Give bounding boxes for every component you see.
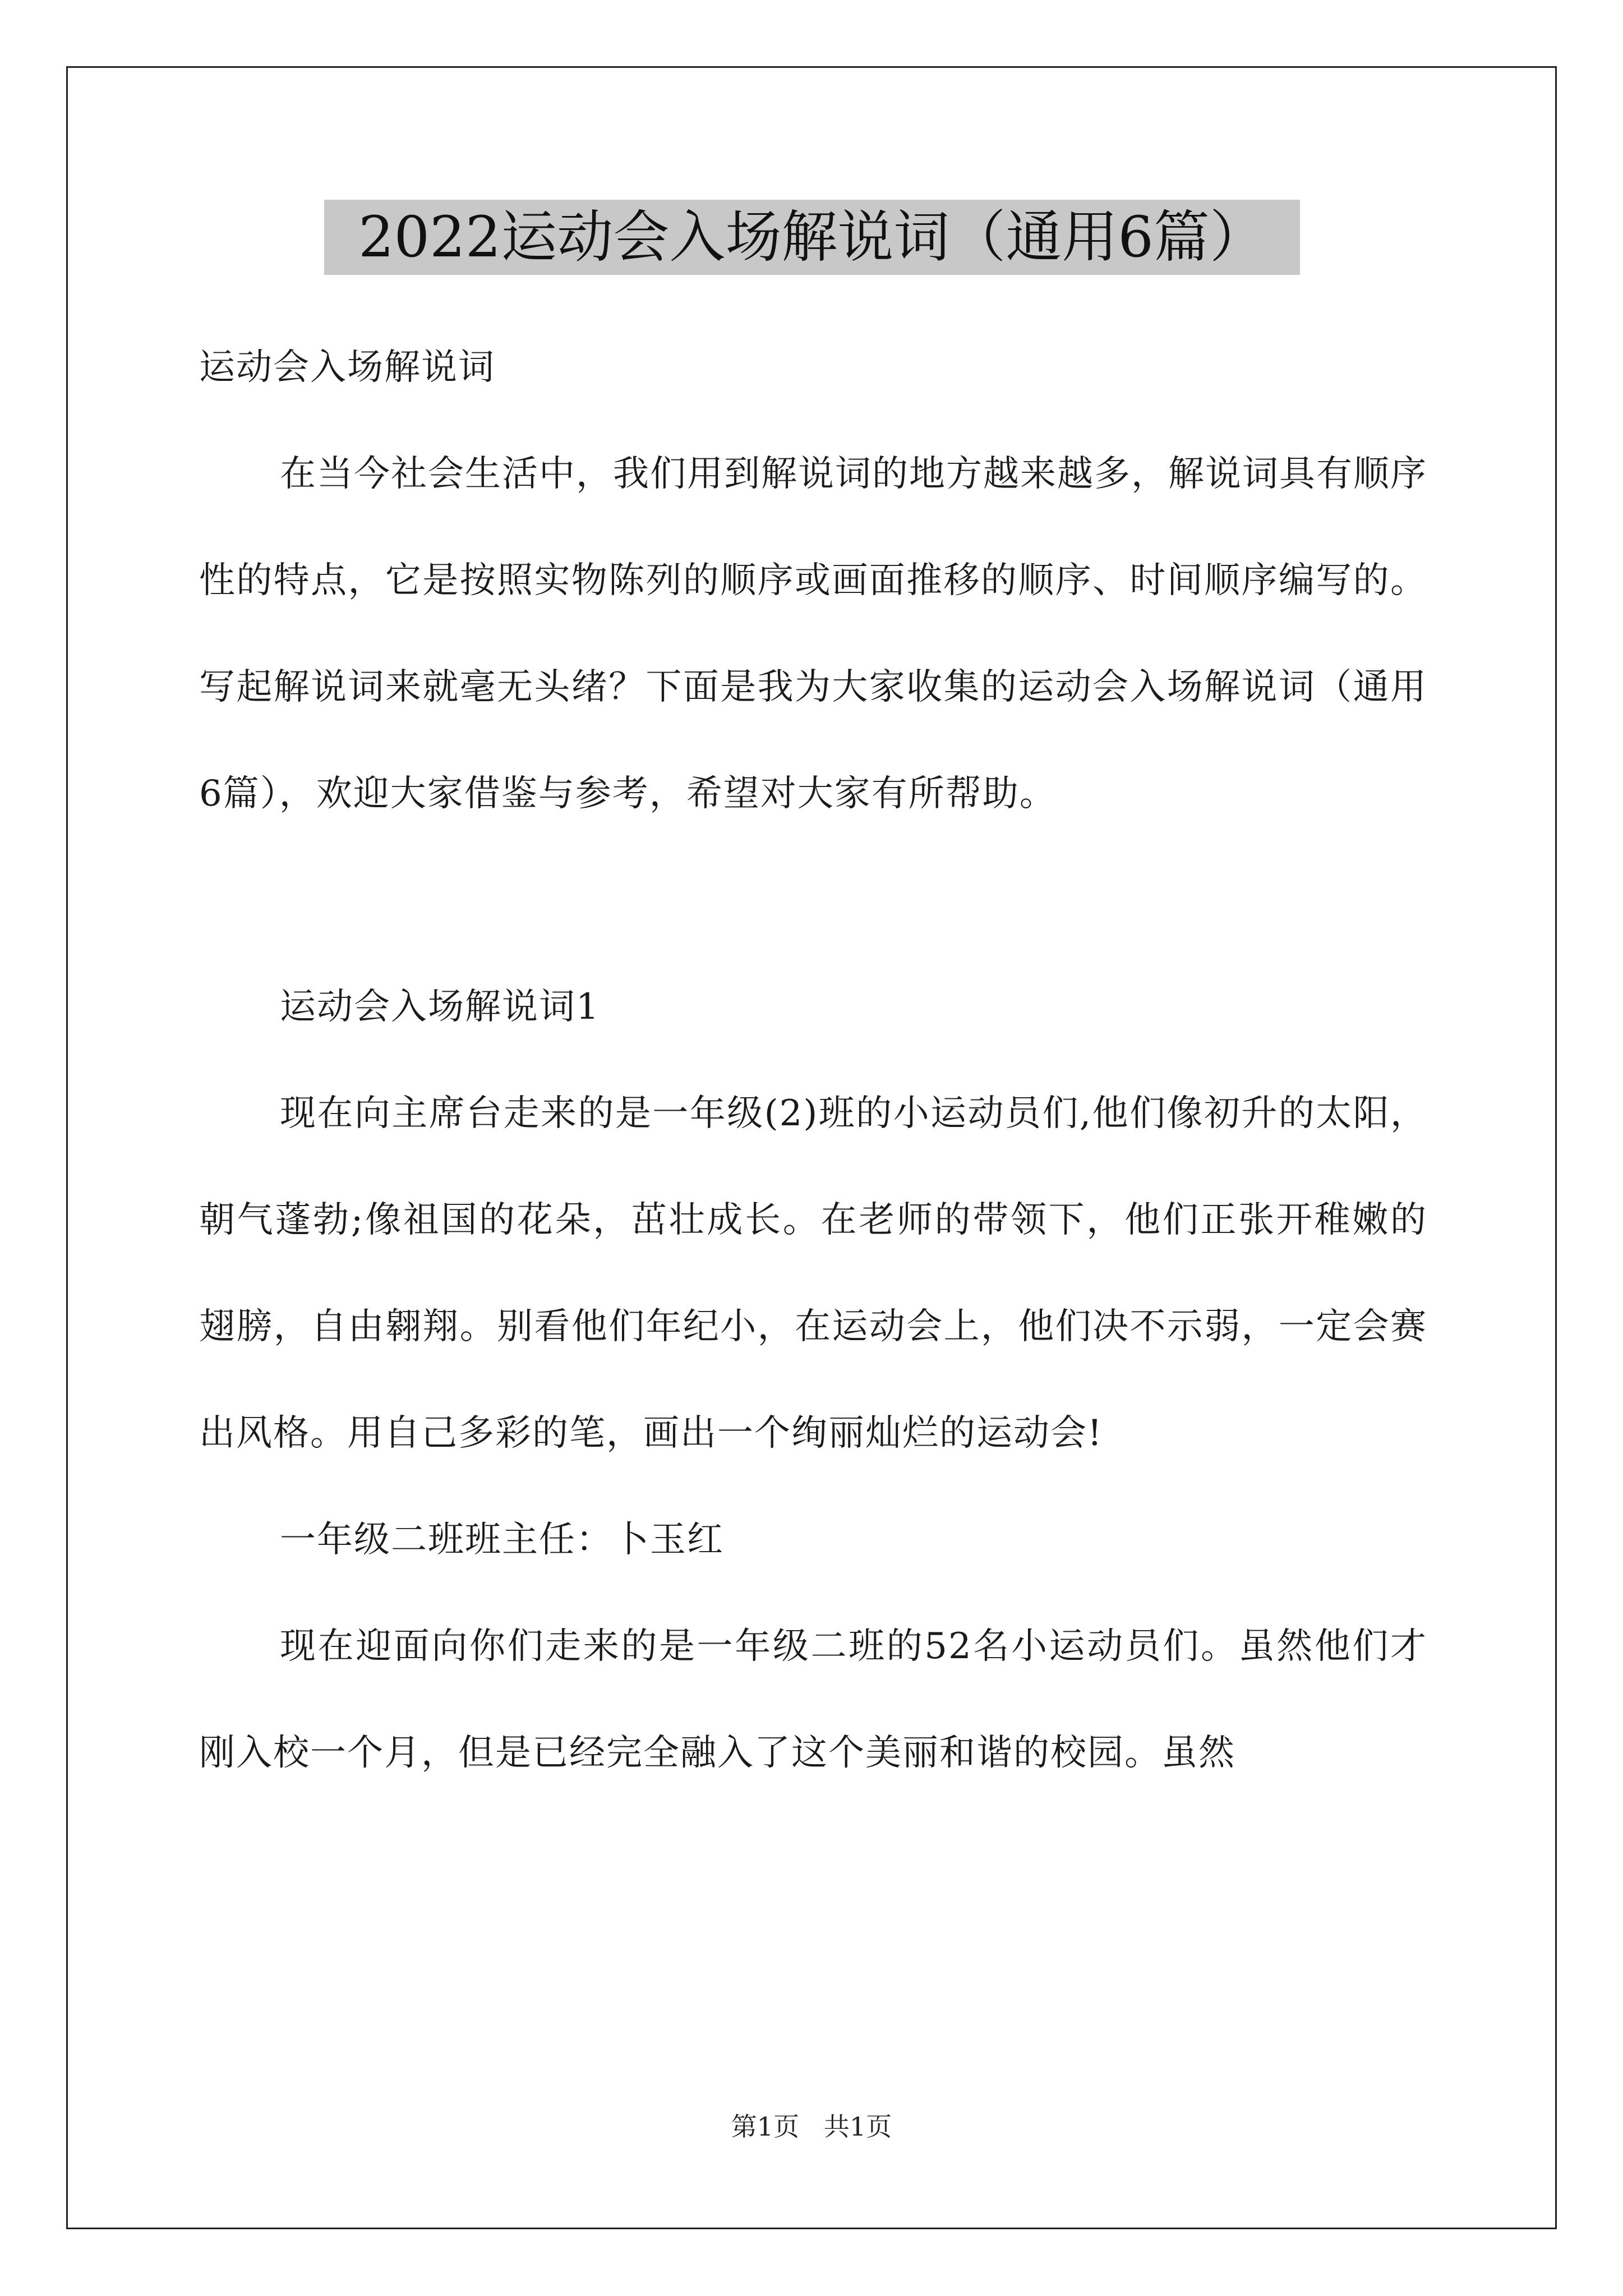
intro-paragraph: 在当今社会生活中，我们用到解说词的地方越来越多，解说词具有顺序性的特点，它是按照实物陈列的顺序或画面推移的顺序、时间顺序编写的。写起解说词来就毫无头绪？下面是我为大家收集的运动会入场解说词（通用6篇），欢迎大家借鉴与参考，希望对大家有所帮助。: [199, 453, 1427, 815]
subheading: 运动会入场解说词: [199, 347, 495, 388]
section-heading: 运动会入场解说词1: [280, 986, 600, 1028]
document-body: [199, 314, 1427, 1806]
page-footer: 第1页 共1页: [731, 2111, 892, 2142]
teacher-line: 一年级二班班主任：卜玉红: [280, 1519, 724, 1561]
section-paragraph: 现在向主席台走来的是一年级(2)班的小运动员们,他们像初升的太阳，朝气蓬勃;像祖国的花朵，茁壮成长。在老师的带领下，他们正张开稚嫩的翅膀，自由翱翔。别看他们年纪小，在运动会上，他们决不示弱，一定会赛出风格。用自己多彩的笔，画出一个绚丽灿烂的运动会!: [199, 1093, 1427, 1454]
section-paragraph-continued: 现在迎面向你们走来的是一年级二班的52名小运动员们。虽然他们才刚入校一个月，但是已经完全融入了这个美丽和谐的校园。虽然: [199, 1626, 1427, 1774]
paragraph-gap: [199, 847, 1427, 954]
document-title: 2022运动会入场解说词（通用6篇）: [324, 200, 1300, 275]
